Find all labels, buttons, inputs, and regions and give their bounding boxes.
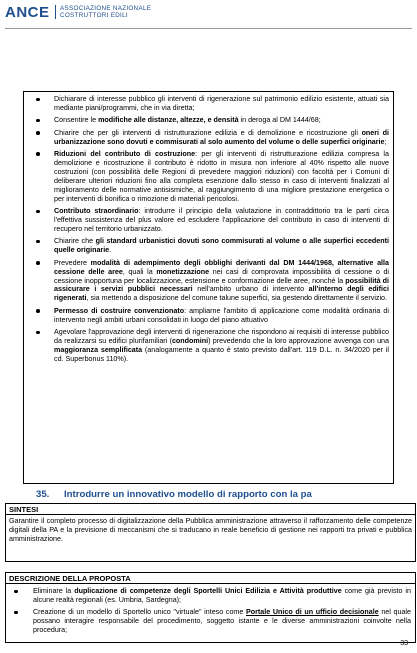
list-item xyxy=(28,116,389,125)
item-text: , sia mettendo a disposizione del comune talune superfici, sia gestendo direttamente il servizio. xyxy=(86,294,388,303)
emphasized-text: Portale Unico di un ufficio decisionale xyxy=(246,608,379,617)
section-number: 35. xyxy=(36,489,50,500)
item-text: come già previsto in alcune realtà regionali (es. Umbria, Sardegna); xyxy=(33,587,411,604)
item-text: Chiarire che per gli interventi di ristrutturazione edilizia e di demolizione e ricostruzione gli xyxy=(54,128,362,137)
sintesi-heading: SINTESI xyxy=(6,504,415,515)
item-text: ) prevedendo che la loro approvazione avvenga con una xyxy=(208,337,389,345)
proposal-bullet-list xyxy=(28,95,389,364)
item-text: nell'ambito urbano di intervento xyxy=(192,285,309,294)
list-item xyxy=(6,608,411,635)
list-item xyxy=(28,237,389,255)
item-text: : introdurre il principio della valutazione in contraddittorio tra le parti circa l'effettiva sussistenza del plus valore ed escludere l'applicazione del contributo in caso di interventi di recupero nel territorio urbanizzato. xyxy=(54,207,389,233)
logo-subtitle-line1: ASSOCIAZIONE NAZIONALE xyxy=(60,5,152,12)
item-text: : per gli interventi di ristrutturazione edilizia compresa la demolizione e ricostruzione il contributo è ridotto in misura non inferiore al 40% rispetto alle nuove costruzioni (con possibilità delle Regioni di prevedere maggiori riduzioni) con facoltà per i Comuni di deliberare ulteriori riduzioni fino alla completa esenzione dallo stesso in caso di interventi finalizzati al miglioramento delle normative antisismiche, al raggiungimento di una migliore prestazione energetica o per interventi di bonifica o rimozione di materiali pericolosi. xyxy=(54,149,389,203)
item-text: Eliminare la xyxy=(33,587,75,595)
item-text: nei casi di comprovata impossibilità di cessione o di cessione inopportuna per localizzazione, estensione e conformazione delle aree, nonché la xyxy=(54,267,389,285)
emphasized-text: Contributo straordinario xyxy=(54,207,139,216)
item-text: Creazione di un modello di Sportello unico "virtuale" inteso come xyxy=(33,608,246,617)
section-heading xyxy=(36,489,312,500)
item-text: Consentire le xyxy=(54,116,99,125)
item-text: Agevolare l'approvazione degli interventi di rigenerazione che rispondono ai requisiti di interesse pubblico da realizzarsi su edifici plurifamiliari ( xyxy=(54,328,389,345)
list-item xyxy=(28,207,389,234)
page-header xyxy=(0,0,417,24)
list-item xyxy=(28,307,389,325)
emphasized-text: maggioranza semplificata xyxy=(54,345,143,354)
descrizione-box xyxy=(5,572,416,643)
emphasized-text: modalità di adempimento degli obblighi derivanti dal DM 1444/1968, alternative alla cessione delle aree xyxy=(54,258,389,276)
item-text: . xyxy=(109,246,112,255)
item-text: : ampliarne l'ambito di applicazione come modalità ordinaria di intervento negli ambiti urbani consolidati in luogo del piano attuativo xyxy=(54,306,389,324)
item-text: (analogamente a quanto è stato previsto dall'art. 119 D.L. n. 34/2020 per il cd. Superbonus 110%). xyxy=(54,345,389,363)
emphasized-text: possibilità di assicurare i servizi pubblici necessari xyxy=(54,276,389,294)
emphasized-text: condomini xyxy=(171,337,209,345)
descrizione-heading: DESCRIZIONE DELLA PROPOSTA xyxy=(6,573,415,584)
emphasized-text: all'interno degli edifici rigenerati xyxy=(54,285,389,303)
item-text: , quali la xyxy=(122,267,157,276)
item-text: Dichiarare di interesse pubblico gli interventi di rigenerazione sul patrimonio edilizio esistente, attuati sia mediante piani/programmi, che in via diretta; xyxy=(54,95,389,112)
item-text: nel quale possano interagire responsabile del procedimento, soggetto istante e le diverse amministrazioni coinvolte nella procedura; xyxy=(33,608,411,635)
list-item xyxy=(28,259,389,304)
emphasized-text: oneri di urbanizzazione sono dovuti e commisurati al solo aumento del volume o delle superfici originarie xyxy=(54,128,389,146)
logo-subtitle-line2: COSTRUTTORI EDILI xyxy=(60,12,128,19)
emphasized-text: duplicazione di competenze degli Sportelli Unici Edilizia e Attività produttive xyxy=(74,587,342,595)
item-text: in deroga al DM 1444/68; xyxy=(238,116,321,125)
item-text: Prevedere xyxy=(54,258,91,267)
section-title: Introdurre un innovativo modello di rapporto con la pa xyxy=(64,489,312,500)
list-item xyxy=(28,129,389,147)
item-text: ; xyxy=(384,137,387,146)
emphasized-text: Permesso di costruire convenzionato xyxy=(54,306,185,315)
list-item xyxy=(28,150,389,204)
emphasized-text: Riduzioni del contributo di costruzione xyxy=(54,149,196,158)
proposal-list-box xyxy=(23,91,394,484)
emphasized-text: modifiche alle distanze, altezze, e densità xyxy=(98,116,239,125)
sintesi-box xyxy=(5,503,416,562)
header-rule xyxy=(5,28,412,29)
sintesi-text: Garantire il completo processo di digitalizzazione della Pubblica amministrazione attraverso il rafforzamento delle competenze digitali della PA e la previsione di meccanismi che si traducano in reale beneficio di gestione nei rapporti tra privati e pubblica amministrazione. xyxy=(9,517,412,543)
list-item xyxy=(28,95,389,113)
list-item xyxy=(28,328,389,364)
logo-subtitle xyxy=(60,5,151,19)
emphasized-text: monetizzazione xyxy=(156,267,210,276)
page-number: 33 xyxy=(400,640,408,647)
item-text: Chiarire che xyxy=(54,237,96,246)
descrizione-bullet-list xyxy=(6,587,415,635)
emphasized-text: gli standard urbanistici dovuti sono commisurati al volume o alle superfici eccedenti quelle originarie xyxy=(54,237,389,255)
list-item xyxy=(6,587,411,605)
logo-divider xyxy=(55,5,56,19)
ance-logo: ANCE xyxy=(5,4,50,21)
